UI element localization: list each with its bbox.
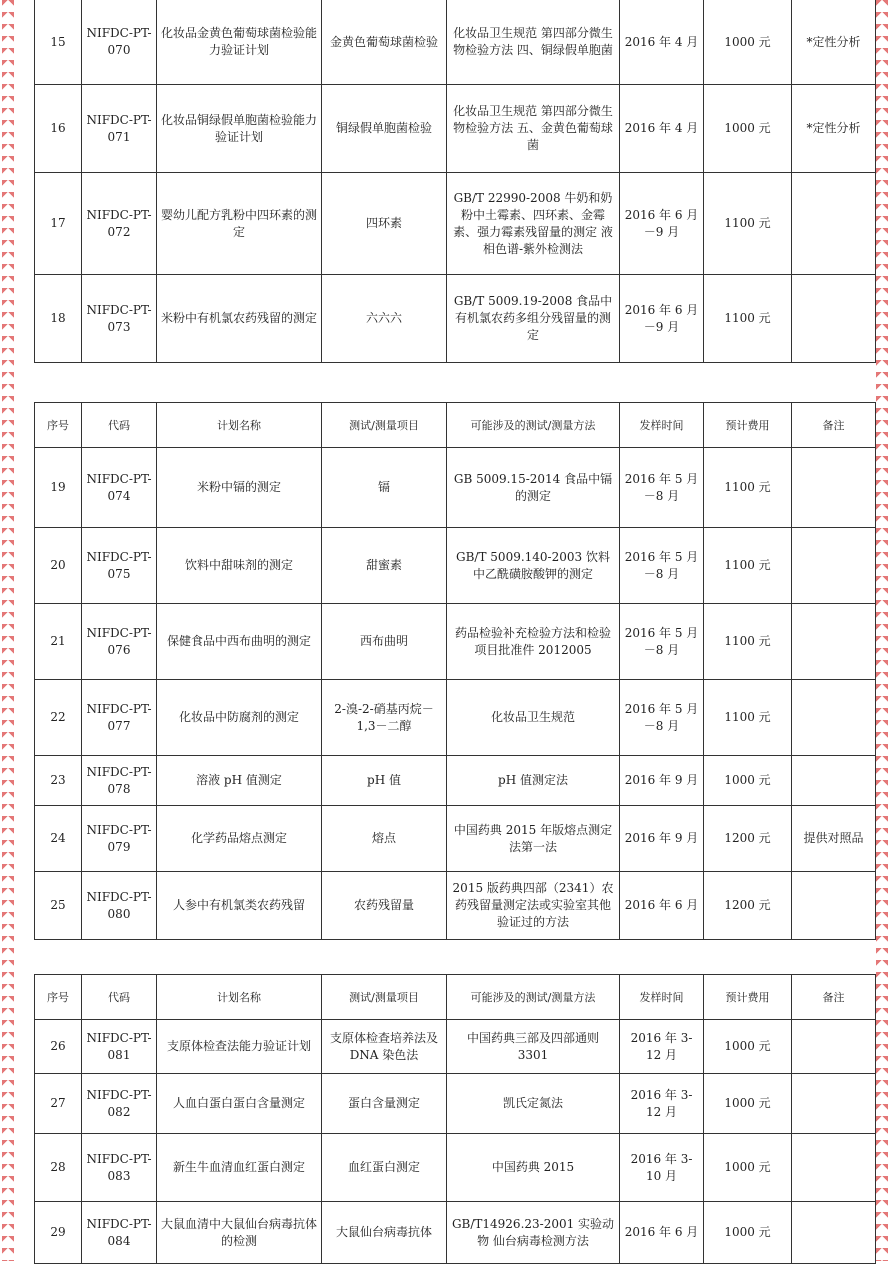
table-row (35, 275, 876, 363)
table-row (35, 85, 876, 173)
test-method: 2015 版药典四部（2341）农药残留量测定法或实验室其他验证过的方法 (447, 872, 620, 940)
test-item: 四环素 (322, 173, 447, 275)
plan-code: NIFDC-PT-070 (82, 0, 157, 85)
row-number: 27 (35, 1074, 82, 1134)
plan-name: 人参中有机氯类农药残留 (157, 872, 322, 940)
send-time: 2016 年 3-10 月 (620, 1134, 704, 1202)
fee: 1000 元 (704, 1074, 792, 1134)
plan-code: NIFDC-PT-083 (82, 1134, 157, 1202)
header-test-method: 可能涉及的测试/测量方法 (447, 403, 620, 448)
table-2-body (35, 448, 876, 940)
plan-code: NIFDC-PT-076 (82, 604, 157, 680)
plan-name: 新生牛血清血红蛋白测定 (157, 1134, 322, 1202)
test-item: 农药残留量 (322, 872, 447, 940)
row-number: 18 (35, 275, 82, 363)
plan-code: NIFDC-PT-071 (82, 85, 157, 173)
test-method: 药品检验补充检验方法和检验项目批准件 2012005 (447, 604, 620, 680)
fee: 1100 元 (704, 604, 792, 680)
send-time: 2016 年 5 月－8 月 (620, 680, 704, 756)
fee: 1100 元 (704, 173, 792, 275)
test-method: 中国药典三部及四部通则 3301 (447, 1020, 620, 1074)
note (792, 173, 876, 275)
send-time: 2016 年 9 月 (620, 806, 704, 872)
row-number: 22 (35, 680, 82, 756)
table-3-header (35, 975, 876, 1020)
header-code: 代码 (82, 403, 157, 448)
plan-code: NIFDC-PT-078 (82, 756, 157, 806)
test-item: 甜蜜素 (322, 528, 447, 604)
table-header-row (35, 975, 876, 1020)
table-row (35, 528, 876, 604)
plan-name: 化学药品熔点测定 (157, 806, 322, 872)
test-item: 血红蛋白测定 (322, 1134, 447, 1202)
header-test-method: 可能涉及的测试/测量方法 (447, 975, 620, 1020)
plan-name: 化妆品金黄色葡萄球菌检验能力验证计划 (157, 0, 322, 85)
plan-code: NIFDC-PT-072 (82, 173, 157, 275)
test-method: GB/T14926.23-2001 实验动物 仙台病毒检测方法 (447, 1202, 620, 1264)
send-time: 2016 年 4 月 (620, 0, 704, 85)
header-send-time: 发样时间 (620, 975, 704, 1020)
test-item: 蛋白含量测定 (322, 1074, 447, 1134)
send-time: 2016 年 3-12 月 (620, 1020, 704, 1074)
header-note: 备注 (792, 403, 876, 448)
header-serial: 序号 (35, 975, 82, 1020)
plan-name: 米粉中镉的测定 (157, 448, 322, 528)
header-note: 备注 (792, 975, 876, 1020)
test-method: 化妆品卫生规范 第四部分微生物检验方法 四、铜绿假单胞菌 (447, 0, 620, 85)
note: *定性分析 (792, 85, 876, 173)
plan-name: 婴幼儿配方乳粉中四环素的测定 (157, 173, 322, 275)
table-row (35, 872, 876, 940)
plan-name: 化妆品中防腐剂的测定 (157, 680, 322, 756)
test-method: GB 5009.15-2014 食品中镉的测定 (447, 448, 620, 528)
row-number: 24 (35, 806, 82, 872)
test-method: 中国药典 2015 (447, 1134, 620, 1202)
note (792, 756, 876, 806)
table-row (35, 448, 876, 528)
fee: 1000 元 (704, 0, 792, 85)
plan-name: 化妆品铜绿假单胞菌检验能力验证计划 (157, 85, 322, 173)
send-time: 2016 年 6 月－9 月 (620, 275, 704, 363)
plan-name: 大鼠血清中大鼠仙台病毒抗体的检测 (157, 1202, 322, 1264)
row-number: 19 (35, 448, 82, 528)
note (792, 604, 876, 680)
row-number: 29 (35, 1202, 82, 1264)
note (792, 528, 876, 604)
table-2-header (35, 403, 876, 448)
table-row (35, 173, 876, 275)
test-item: 镉 (322, 448, 447, 528)
plan-code: NIFDC-PT-084 (82, 1202, 157, 1264)
test-item: 西布曲明 (322, 604, 447, 680)
note (792, 1134, 876, 1202)
plan-code: NIFDC-PT-073 (82, 275, 157, 363)
table-row (35, 1202, 876, 1264)
row-number: 17 (35, 173, 82, 275)
fee: 1000 元 (704, 85, 792, 173)
table-row (35, 0, 876, 85)
fee: 1000 元 (704, 756, 792, 806)
send-time: 2016 年 4 月 (620, 85, 704, 173)
header-fee: 预计费用 (704, 403, 792, 448)
plan-name: 支原体检查法能力验证计划 (157, 1020, 322, 1074)
test-method: 化妆品卫生规范 (447, 680, 620, 756)
row-number: 16 (35, 85, 82, 173)
note (792, 1074, 876, 1134)
plan-name: 保健食品中西布曲明的测定 (157, 604, 322, 680)
table-row (35, 604, 876, 680)
send-time: 2016 年 6 月 (620, 872, 704, 940)
plan-code: NIFDC-PT-080 (82, 872, 157, 940)
send-time: 2016 年 5 月－8 月 (620, 448, 704, 528)
table-row (35, 680, 876, 756)
row-number: 15 (35, 0, 82, 85)
test-method: GB/T 22990-2008 牛奶和奶粉中土霉素、四环素、金霉素、强力霉素残留量的测定 液相色谱-紫外检测法 (447, 173, 620, 275)
test-method: pH 值测定法 (447, 756, 620, 806)
header-send-time: 发样时间 (620, 403, 704, 448)
note (792, 872, 876, 940)
fee: 1000 元 (704, 1020, 792, 1074)
row-number: 23 (35, 756, 82, 806)
test-item: 熔点 (322, 806, 447, 872)
row-number: 25 (35, 872, 82, 940)
header-plan-name: 计划名称 (157, 403, 322, 448)
plan-code: NIFDC-PT-074 (82, 448, 157, 528)
table-row (35, 756, 876, 806)
fee: 1100 元 (704, 680, 792, 756)
table-row (35, 1074, 876, 1134)
left-border-decoration (2, 0, 14, 1261)
pt-plan-table-2 (34, 402, 876, 940)
fee: 1200 元 (704, 806, 792, 872)
test-item: 金黄色葡萄球菌检验 (322, 0, 447, 85)
plan-name: 米粉中有机氯农药残留的测定 (157, 275, 322, 363)
note (792, 448, 876, 528)
table-header-row (35, 403, 876, 448)
send-time: 2016 年 5 月－8 月 (620, 604, 704, 680)
fee: 1100 元 (704, 275, 792, 363)
plan-name: 饮料中甜味剂的测定 (157, 528, 322, 604)
test-method: GB/T 5009.19-2008 食品中有机氯农药多组分残留量的测定 (447, 275, 620, 363)
pt-plan-table-3 (34, 974, 876, 1264)
test-method: 化妆品卫生规范 第四部分微生物检验方法 五、金黄色葡萄球菌 (447, 85, 620, 173)
header-test-item: 测试/测量项目 (322, 403, 447, 448)
row-number: 20 (35, 528, 82, 604)
fee: 1000 元 (704, 1134, 792, 1202)
header-plan-name: 计划名称 (157, 975, 322, 1020)
table-row (35, 1020, 876, 1074)
note: 提供对照品 (792, 806, 876, 872)
test-item: pH 值 (322, 756, 447, 806)
header-code: 代码 (82, 975, 157, 1020)
send-time: 2016 年 9 月 (620, 756, 704, 806)
table-row (35, 806, 876, 872)
pt-plan-table-1 (34, 0, 876, 363)
header-fee: 预计费用 (704, 975, 792, 1020)
plan-name: 人血白蛋白蛋白含量测定 (157, 1074, 322, 1134)
test-item: 铜绿假单胞菌检验 (322, 85, 447, 173)
send-time: 2016 年 6 月－9 月 (620, 173, 704, 275)
test-method: 中国药典 2015 年版熔点测定法第一法 (447, 806, 620, 872)
plan-code: NIFDC-PT-079 (82, 806, 157, 872)
table-row (35, 1134, 876, 1202)
note (792, 275, 876, 363)
note (792, 680, 876, 756)
header-serial: 序号 (35, 403, 82, 448)
test-item: 大鼠仙台病毒抗体 (322, 1202, 447, 1264)
fee: 1100 元 (704, 528, 792, 604)
table-1-body (35, 0, 876, 363)
send-time: 2016 年 6 月 (620, 1202, 704, 1264)
table-3-body (35, 1020, 876, 1264)
test-item: 支原体检查培养法及 DNA 染色法 (322, 1020, 447, 1074)
fee: 1000 元 (704, 1202, 792, 1264)
test-item: 六六六 (322, 275, 447, 363)
send-time: 2016 年 3-12 月 (620, 1074, 704, 1134)
row-number: 28 (35, 1134, 82, 1202)
row-number: 26 (35, 1020, 82, 1074)
plan-name: 溶液 pH 值测定 (157, 756, 322, 806)
test-method: 凯氏定氮法 (447, 1074, 620, 1134)
row-number: 21 (35, 604, 82, 680)
plan-code: NIFDC-PT-075 (82, 528, 157, 604)
send-time: 2016 年 5 月－8 月 (620, 528, 704, 604)
note: *定性分析 (792, 0, 876, 85)
plan-code: NIFDC-PT-082 (82, 1074, 157, 1134)
plan-code: NIFDC-PT-077 (82, 680, 157, 756)
right-border-decoration (876, 0, 888, 1261)
fee: 1200 元 (704, 872, 792, 940)
test-method: GB/T 5009.140-2003 饮料中乙酰磺胺酸钾的测定 (447, 528, 620, 604)
test-item: 2-溴-2-硝基丙烷－1,3－二醇 (322, 680, 447, 756)
note (792, 1202, 876, 1264)
header-test-item: 测试/测量项目 (322, 975, 447, 1020)
plan-code: NIFDC-PT-081 (82, 1020, 157, 1074)
note (792, 1020, 876, 1074)
fee: 1100 元 (704, 448, 792, 528)
